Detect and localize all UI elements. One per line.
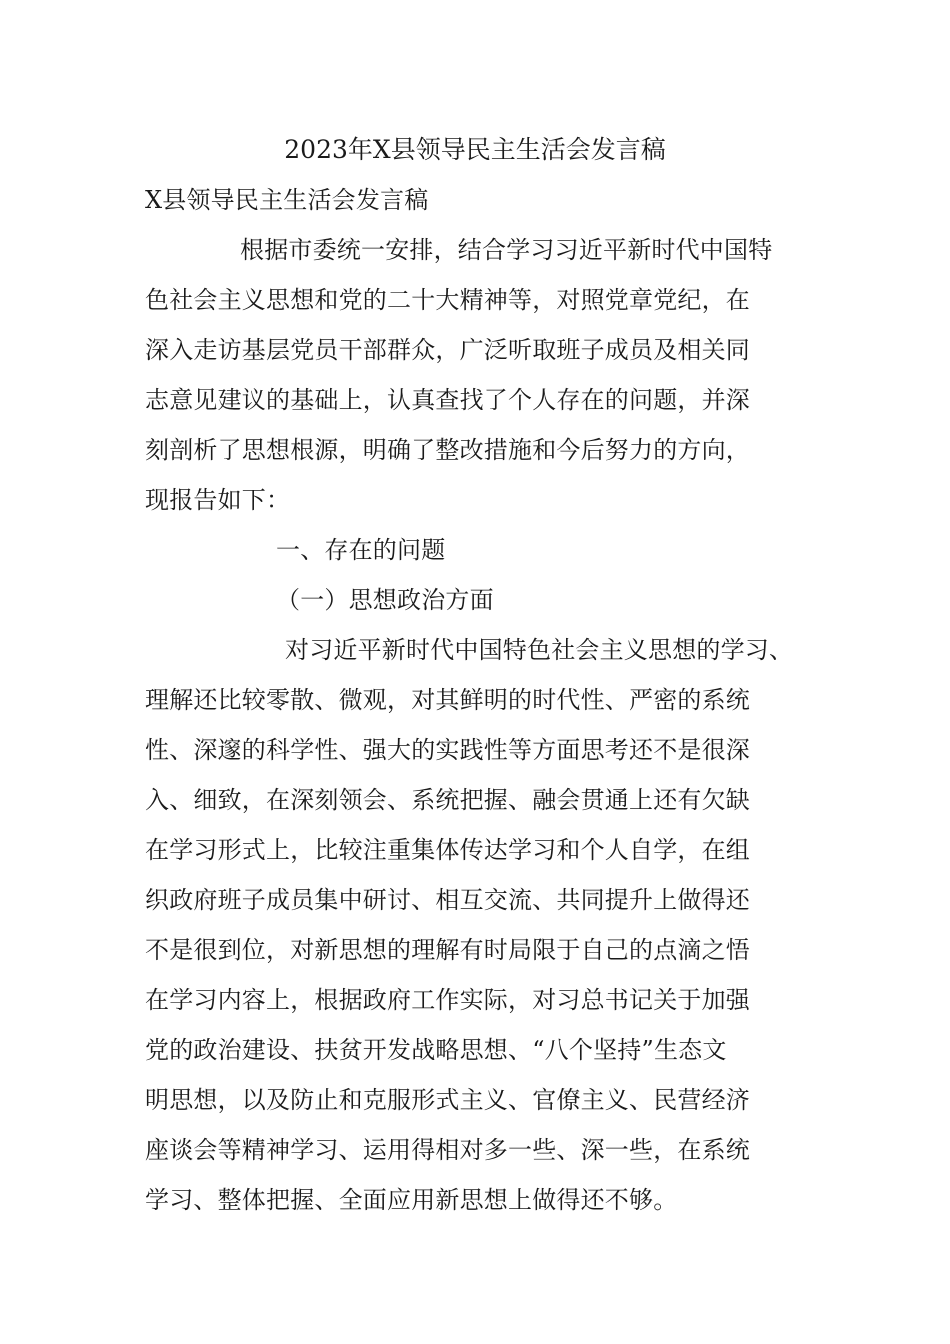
intro-line: 根据市委统一安排，结合学习习近平新时代中国特 <box>240 236 773 264</box>
document-subtitle: X县领导民主生活会发言稿 <box>145 186 429 214</box>
body-line: 学习、整体把握、全面应用新思想上做得还不够。 <box>145 1186 678 1214</box>
intro-line: 刻剖析了思想根源，明确了整改措施和今后努力的方向， <box>145 436 750 464</box>
body-line: 党的政治建设、扶贫开发战略思想、“八个坚持”生态文 <box>145 1036 727 1064</box>
intro-line: 深入走访基层党员干部群众，广泛听取班子成员及相关同 <box>145 336 750 364</box>
body-line: 理解还比较零散、微观，对其鲜明的时代性、严密的系统 <box>145 686 750 714</box>
body-line: 座谈会等精神学习、运用得相对多一些、深一些，在系统 <box>145 1136 750 1164</box>
intro-line: 现报告如下： <box>145 486 291 514</box>
body-line: 入、细致，在深刻领会、系统把握、融会贯通上还有欠缺 <box>145 786 750 814</box>
subsection-heading: （一）思想政治方面 <box>276 586 494 614</box>
body-line: 明思想，以及防止和克服形式主义、官僚主义、民营经济 <box>145 1086 750 1114</box>
document-title: 2023年X县领导民主生活会发言稿 <box>284 135 666 164</box>
body-line: 在学习内容上，根据政府工作实际，对习总书记关于加强 <box>145 986 750 1014</box>
body-line: 织政府班子成员集中研讨、相互交流、共同提升上做得还 <box>145 886 750 914</box>
body-line: 对习近平新时代中国特色社会主义思想的学习、 <box>285 636 794 664</box>
body-line: 在学习形式上，比较注重集体传达学习和个人自学，在组 <box>145 836 750 864</box>
body-line: 不是很到位，对新思想的理解有时局限于自己的点滴之悟 <box>145 936 750 964</box>
section-heading: 一、存在的问题 <box>276 536 446 564</box>
body-line: 性、深邃的科学性、强大的实践性等方面思考还不是很深 <box>145 736 750 764</box>
intro-line: 志意见建议的基础上，认真查找了个人存在的问题，并深 <box>145 386 750 414</box>
intro-line: 色社会主义思想和党的二十大精神等，对照党章党纪，在 <box>145 286 750 314</box>
